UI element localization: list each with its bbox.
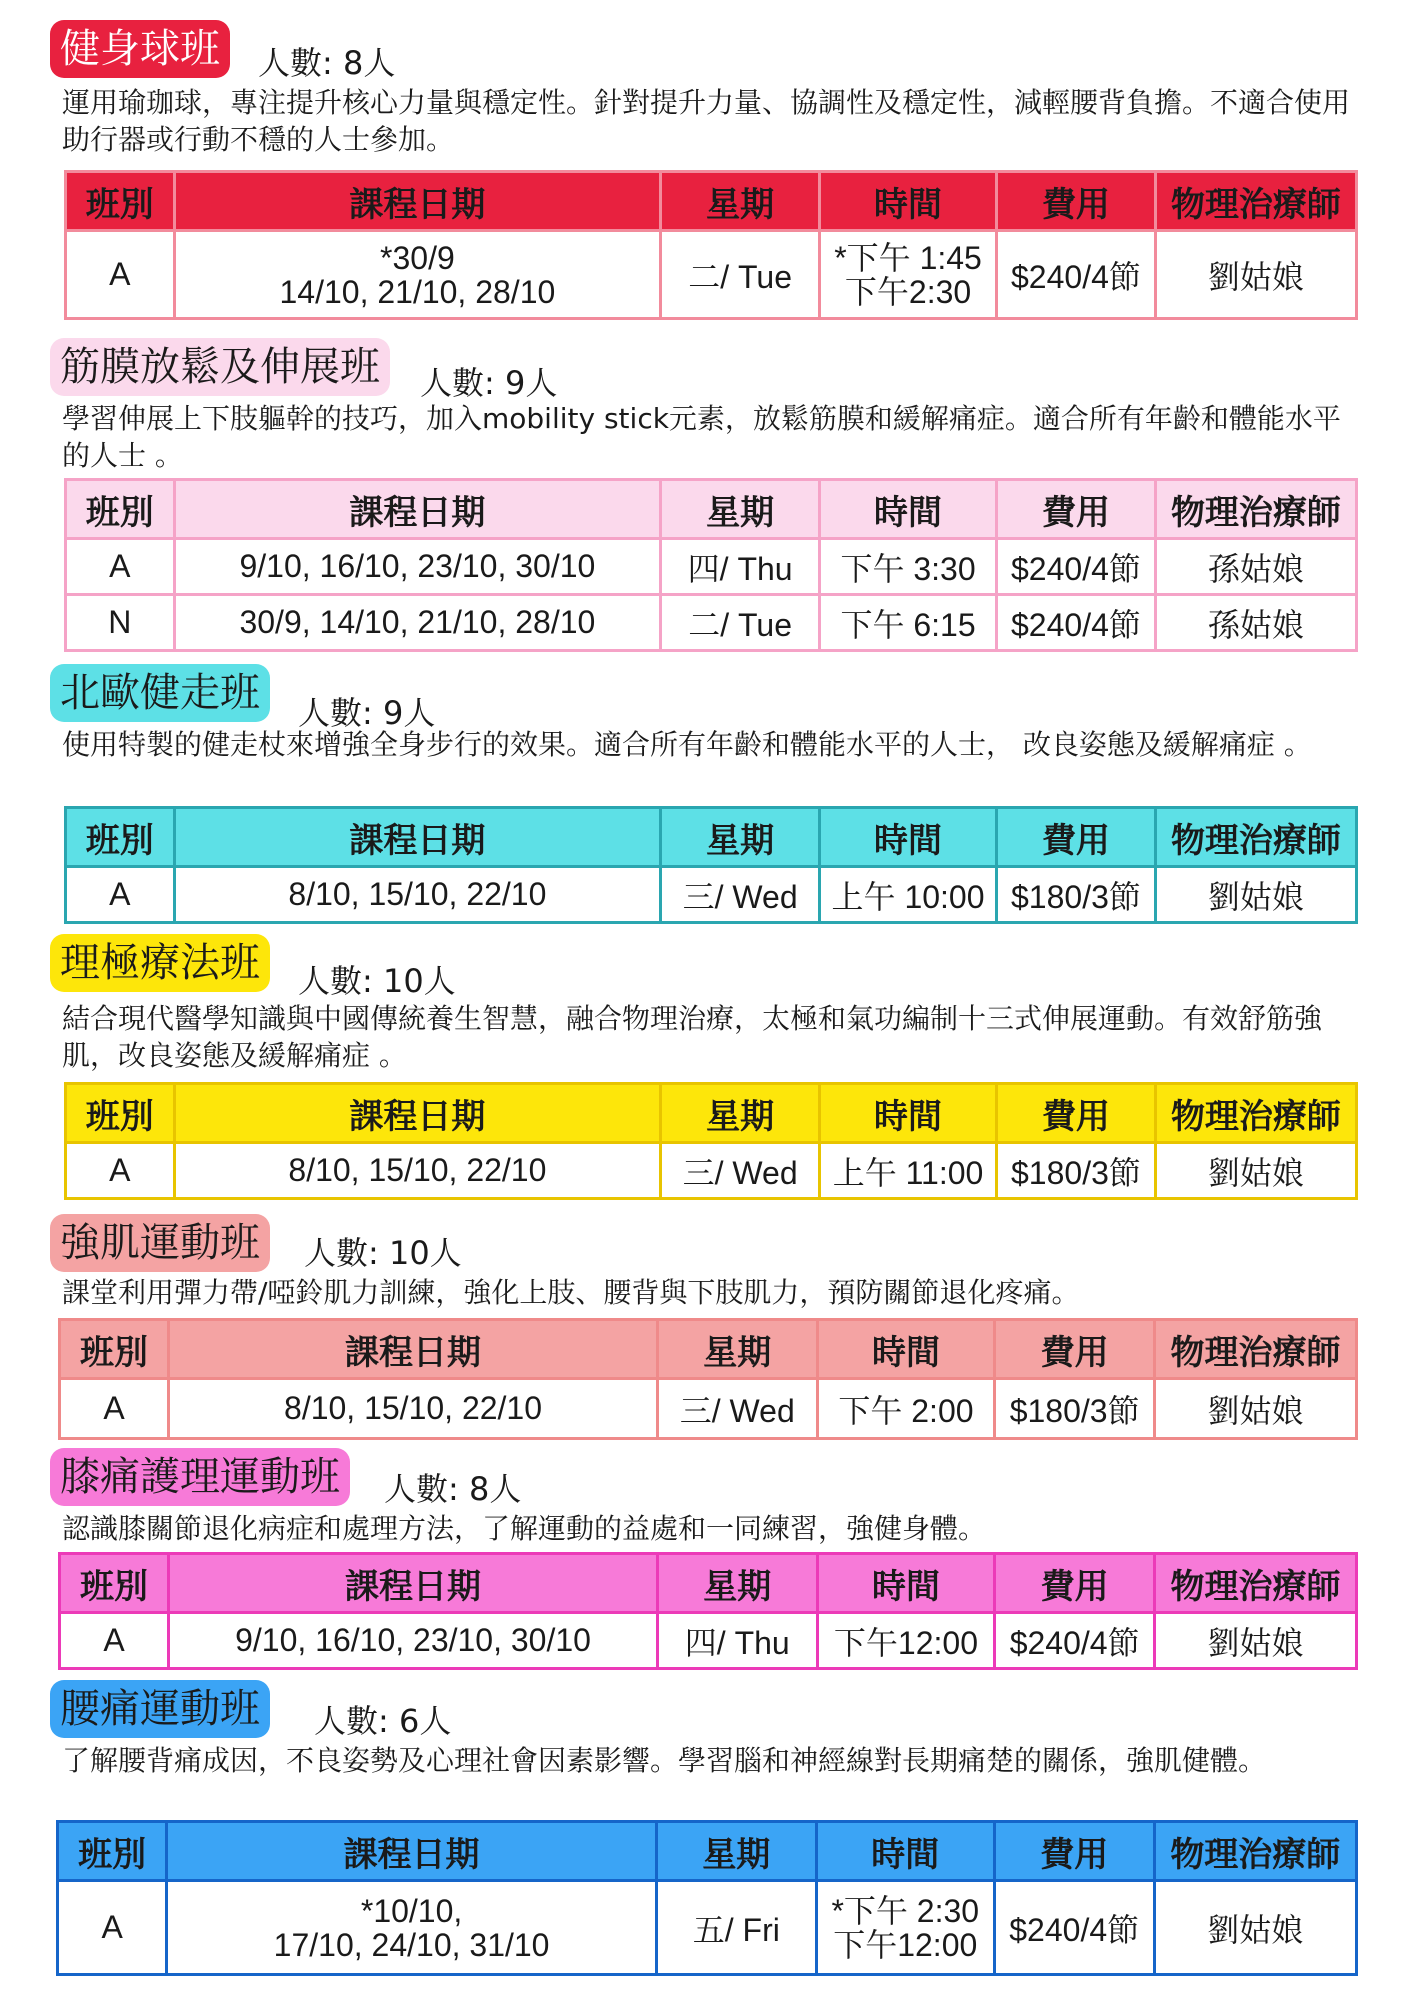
time-line: *下午 1:45 xyxy=(834,239,982,276)
course-title: 筋膜放鬆及伸展班 xyxy=(50,338,390,396)
class-size: 人數: 9人 xyxy=(298,694,436,732)
course-description: 學習伸展上下肢軀幹的技巧，加入mobility stick元素，放鬆筋膜和緩解痛症。適合所有年齡和體能水平的人士 。 xyxy=(62,402,1341,472)
fee-cell: $240/4節 xyxy=(994,1881,1154,1975)
therapist-cell: 劉姑娘 xyxy=(1155,1143,1356,1199)
time-cell xyxy=(820,231,997,319)
class-cell: A xyxy=(66,867,175,923)
course-section-knee-care xyxy=(0,1448,1414,1661)
header-therapist: 物理治療師 xyxy=(1154,1822,1356,1881)
header-dates: 課程日期 xyxy=(169,1554,658,1613)
course-title: 膝痛護理運動班 xyxy=(50,1448,350,1506)
therapist-cell: 劉姑娘 xyxy=(1155,867,1356,923)
class-cell: A xyxy=(66,539,175,595)
header-weekday: 星期 xyxy=(661,480,820,539)
fee-cell: $240/4節 xyxy=(997,539,1156,595)
course-section-nordic-walking xyxy=(0,664,1414,915)
table-row xyxy=(66,231,1357,319)
header-therapist: 物理治療師 xyxy=(1155,808,1356,867)
dates-cell: 8/10, 15/10, 22/10 xyxy=(174,867,661,923)
dates-cell xyxy=(174,231,661,319)
class-size: 人數: 10人 xyxy=(304,1234,462,1272)
weekday-cell: 三/ Wed xyxy=(661,867,820,923)
table-row xyxy=(66,867,1357,923)
schedule-table xyxy=(58,1318,1358,1440)
table-row xyxy=(66,595,1357,651)
course-description: 了解腰背痛成因，不良姿勢及心理社會因素影響。學習腦和神經線對長期痛楚的關係，強肌健體。 xyxy=(62,1744,1267,1777)
time-line: 下午12:00 xyxy=(833,1926,978,1963)
header-fee: 費用 xyxy=(995,1554,1155,1613)
course-title: 理極療法班 xyxy=(50,934,270,992)
time-line: *下午 2:30 xyxy=(831,1892,980,1929)
weekday-cell: 二/ Tue xyxy=(661,595,820,651)
header-time: 時間 xyxy=(817,1320,995,1379)
header-weekday: 星期 xyxy=(656,1822,816,1881)
table-row xyxy=(58,1881,1357,1975)
course-section-fascia-stretch xyxy=(0,338,1414,643)
class-cell: N xyxy=(66,595,175,651)
header-time: 時間 xyxy=(817,1554,995,1613)
time-line: 下午2:30 xyxy=(844,273,972,310)
class-size: 人數: 8人 xyxy=(384,1470,522,1508)
schedule-table xyxy=(64,170,1358,320)
weekday-cell: 四/ Thu xyxy=(661,539,820,595)
dates-cell: 8/10, 15/10, 22/10 xyxy=(174,1143,661,1199)
header-weekday: 星期 xyxy=(661,808,820,867)
time-cell: 上午 10:00 xyxy=(820,867,997,923)
class-cell: A xyxy=(66,1143,175,1199)
header-time: 時間 xyxy=(820,1084,997,1143)
weekday-cell: 三/ Wed xyxy=(657,1379,817,1439)
table-header-row xyxy=(66,480,1357,539)
time-cell: 下午12:00 xyxy=(817,1613,995,1669)
course-section-fitness-ball xyxy=(0,20,1414,310)
fee-cell: $180/3節 xyxy=(995,1379,1155,1439)
schedule-table xyxy=(56,1820,1358,1976)
header-therapist: 物理治療師 xyxy=(1154,1554,1356,1613)
dates-cell: 9/10, 16/10, 23/10, 30/10 xyxy=(169,1613,658,1669)
header-class: 班別 xyxy=(66,808,175,867)
header-therapist: 物理治療師 xyxy=(1155,172,1356,231)
class-cell: A xyxy=(60,1613,169,1669)
time-cell: 下午 6:15 xyxy=(820,595,997,651)
class-size: 人數: 9人 xyxy=(420,364,558,402)
fee-cell: $240/4節 xyxy=(997,595,1156,651)
therapist-cell: 劉姑娘 xyxy=(1154,1613,1356,1669)
time-cell xyxy=(816,1881,994,1975)
time-cell: 上午 11:00 xyxy=(820,1143,997,1199)
header-dates: 課程日期 xyxy=(174,1084,661,1143)
table-row xyxy=(66,1143,1357,1199)
course-title: 腰痛運動班 xyxy=(50,1680,270,1738)
header-class: 班別 xyxy=(60,1554,169,1613)
table-header-row xyxy=(66,1084,1357,1143)
header-fee: 費用 xyxy=(997,480,1156,539)
fee-cell: $180/3節 xyxy=(997,1143,1156,1199)
header-therapist: 物理治療師 xyxy=(1155,480,1356,539)
course-description: 使用特製的健走杖來增強全身步行的效果。適合所有年齡和體能水平的人士， 改良姿態及緩解痛症 。 xyxy=(62,728,1312,761)
weekday-cell: 四/ Thu xyxy=(657,1613,817,1669)
header-therapist: 物理治療師 xyxy=(1155,1084,1356,1143)
header-dates: 課程日期 xyxy=(174,480,661,539)
header-fee: 費用 xyxy=(997,1084,1156,1143)
table-header-row xyxy=(58,1822,1357,1881)
header-class: 班別 xyxy=(66,480,175,539)
header-dates: 課程日期 xyxy=(169,1320,658,1379)
header-dates: 課程日期 xyxy=(174,808,661,867)
table-row xyxy=(60,1613,1357,1669)
schedule-table xyxy=(64,1082,1358,1200)
header-weekday: 星期 xyxy=(657,1320,817,1379)
dates-line: 14/10, 21/10, 28/10 xyxy=(279,273,556,310)
header-therapist: 物理治療師 xyxy=(1154,1320,1356,1379)
schedule-table xyxy=(58,1552,1358,1670)
schedule-table xyxy=(64,478,1358,652)
fee-cell: $240/4節 xyxy=(995,1613,1155,1669)
fee-cell: $180/3節 xyxy=(997,867,1156,923)
header-fee: 費用 xyxy=(997,808,1156,867)
header-fee: 費用 xyxy=(995,1320,1155,1379)
header-time: 時間 xyxy=(820,808,997,867)
class-size: 人數: 10人 xyxy=(298,962,456,1000)
course-title: 強肌運動班 xyxy=(50,1214,270,1272)
time-cell: 下午 2:00 xyxy=(817,1379,995,1439)
dates-cell xyxy=(167,1881,657,1975)
dates-cell: 30/9, 14/10, 21/10, 28/10 xyxy=(174,595,661,651)
table-header-row xyxy=(66,172,1357,231)
weekday-cell: 三/ Wed xyxy=(661,1143,820,1199)
dates-line: 17/10, 24/10, 31/10 xyxy=(273,1926,550,1963)
dates-cell: 9/10, 16/10, 23/10, 30/10 xyxy=(174,539,661,595)
course-section-back-pain xyxy=(0,1680,1414,1963)
header-dates: 課程日期 xyxy=(167,1822,657,1881)
table-row xyxy=(60,1379,1357,1439)
course-section-tai-chi-therapy xyxy=(0,934,1414,1191)
therapist-cell: 孫姑娘 xyxy=(1155,595,1356,651)
time-cell: 下午 3:30 xyxy=(820,539,997,595)
table-header-row xyxy=(60,1320,1357,1379)
course-description: 認識膝關節退化病症和處理方法，了解運動的益處和一同練習，強健身體。 xyxy=(62,1512,987,1545)
weekday-cell: 五/ Fri xyxy=(656,1881,816,1975)
header-time: 時間 xyxy=(820,172,997,231)
course-description: 運用瑜珈球，專注提升核心力量與穩定性。針對提升力量、協調性及穩定性，減輕腰背負擔。不適合使用助行器或行動不穩的人士參加。 xyxy=(62,86,1351,156)
header-fee: 費用 xyxy=(997,172,1156,231)
course-section-muscle-strength xyxy=(0,1214,1414,1429)
header-class: 班別 xyxy=(66,1084,175,1143)
course-title: 健身球班 xyxy=(50,20,230,78)
header-class: 班別 xyxy=(58,1822,167,1881)
table-row xyxy=(66,539,1357,595)
dates-line: *10/10, xyxy=(360,1892,463,1929)
table-header-row xyxy=(66,808,1357,867)
fee-cell: $240/4節 xyxy=(997,231,1156,319)
header-time: 時間 xyxy=(816,1822,994,1881)
schedule-table xyxy=(64,806,1358,924)
header-dates: 課程日期 xyxy=(174,172,661,231)
weekday-cell: 二/ Tue xyxy=(661,231,820,319)
class-cell: A xyxy=(60,1379,169,1439)
header-weekday: 星期 xyxy=(661,172,820,231)
dates-line: *30/9 xyxy=(380,239,455,276)
class-cell: A xyxy=(66,231,175,319)
header-weekday: 星期 xyxy=(657,1554,817,1613)
header-fee: 費用 xyxy=(994,1822,1154,1881)
header-class: 班別 xyxy=(60,1320,169,1379)
class-size: 人數: 6人 xyxy=(314,1702,452,1740)
therapist-cell: 劉姑娘 xyxy=(1155,231,1356,319)
course-title: 北歐健走班 xyxy=(50,664,270,722)
therapist-cell: 劉姑娘 xyxy=(1154,1881,1356,1975)
course-description: 課堂利用彈力帶/啞鈴肌力訓練，強化上肢、腰背與下肢肌力，預防關節退化疼痛。 xyxy=(62,1276,1080,1309)
therapist-cell: 孫姑娘 xyxy=(1155,539,1356,595)
header-class: 班別 xyxy=(66,172,175,231)
header-weekday: 星期 xyxy=(661,1084,820,1143)
therapist-cell: 劉姑娘 xyxy=(1154,1379,1356,1439)
dates-cell: 8/10, 15/10, 22/10 xyxy=(169,1379,658,1439)
table-header-row xyxy=(60,1554,1357,1613)
class-cell: A xyxy=(58,1881,167,1975)
header-time: 時間 xyxy=(820,480,997,539)
course-description: 結合現代醫學知識與中國傳統養生智慧，融合物理治療，太極和氣功編制十三式伸展運動。有效舒筋強肌，改良姿態及緩解痛症 。 xyxy=(62,1002,1323,1072)
class-size: 人數: 8人 xyxy=(258,44,396,82)
